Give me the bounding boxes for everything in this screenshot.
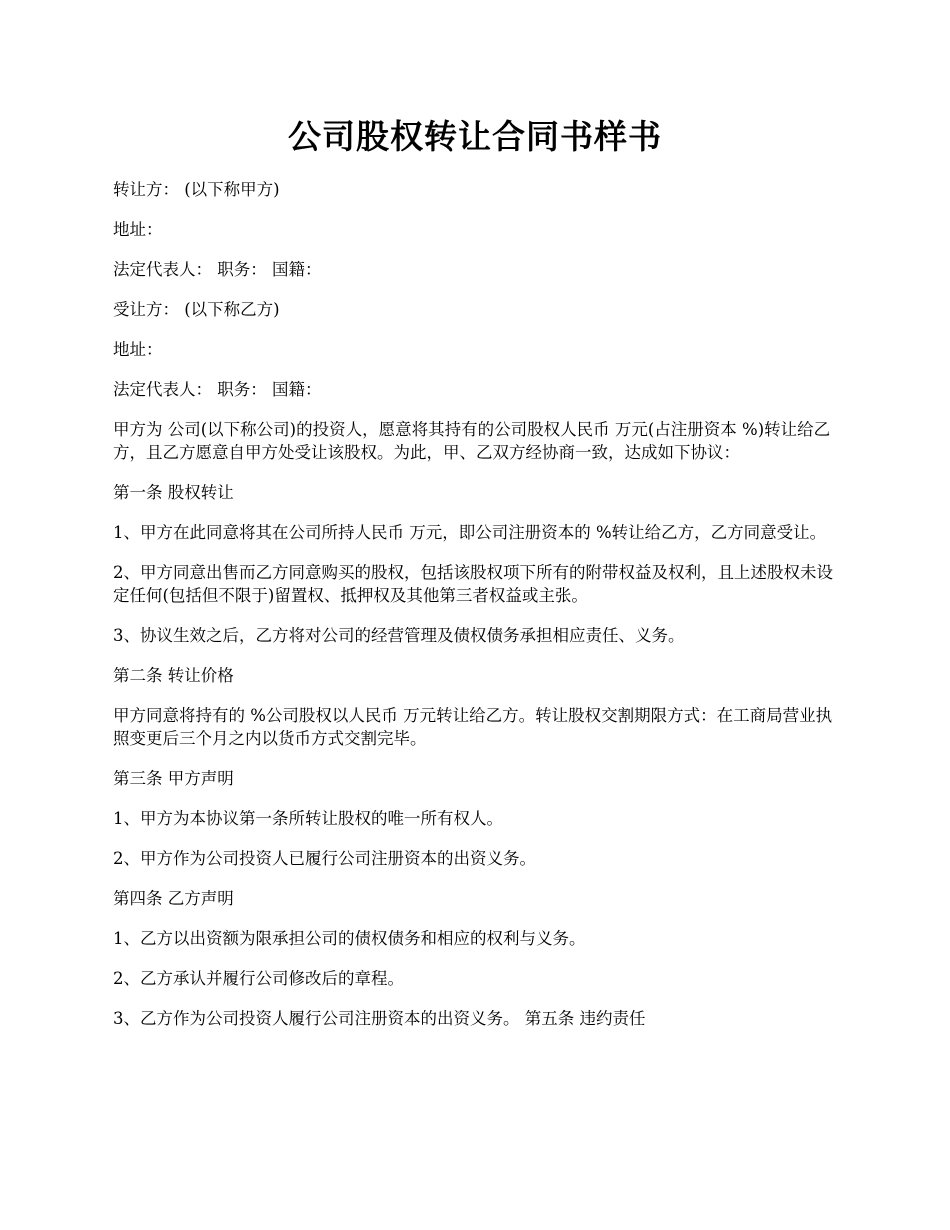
article-2-body: 甲方同意将持有的 %公司股权以人民币 万元转让给乙方。转让股权交割期限方式：在工商局营业执照变更后三个月之内以货币方式交割完毕。 xyxy=(113,706,833,748)
article-3-clause-1: 1、甲方为本协议第一条所转让股权的唯一所有权人。 xyxy=(113,809,503,828)
transferee-address: 地址： xyxy=(113,340,163,359)
article-3-clause-2: 2、甲方作为公司投资人已履行公司注册资本的出资义务。 xyxy=(113,849,536,868)
transferor-representative: 法定代表人： 职务： 国籍： xyxy=(113,260,322,279)
transferee-line: 受让方： (以下称乙方) xyxy=(113,300,280,319)
article-2-heading: 第二条 转让价格 xyxy=(113,666,234,685)
transferor-address: 地址： xyxy=(113,220,163,239)
article-4-clause-1: 1、乙方以出资额为限承担公司的债权债务和相应的权利与义务。 xyxy=(113,929,586,948)
article-1-clause-2: 2、甲方同意出售而乙方同意购买的股权，包括该股权项下所有的附带权益及权利，且上述股权未设定任何(包括但不限于)留置权、抵押权及其他第三者权益或主张。 xyxy=(113,563,833,605)
article-1-clause-3: 3、协议生效之后，乙方将对公司的经营管理及债权债务承担相应责任、义务。 xyxy=(113,626,685,645)
document-body xyxy=(113,178,835,1047)
article-3-heading: 第三条 甲方声明 xyxy=(113,769,234,788)
article-4-clause-3: 3、乙方作为公司投资人履行公司注册资本的出资义务。 第五条 违约责任 xyxy=(113,1009,646,1028)
transferor-line: 转让方： (以下称甲方) xyxy=(113,180,280,199)
transferee-representative: 法定代表人： 职务： 国籍： xyxy=(113,380,322,399)
document-title: 公司股权转让合同书样书 xyxy=(288,117,662,156)
article-1-heading: 第一条 股权转让 xyxy=(113,483,234,502)
article-1-clause-1: 1、甲方在此同意将其在公司所持人民币 万元，即公司注册资本的 %转让给乙方，乙方同意受让。 xyxy=(113,523,827,542)
article-4-clause-2: 2、乙方承认并履行公司修改后的章程。 xyxy=(113,969,404,988)
article-4-heading: 第四条 乙方声明 xyxy=(113,889,234,908)
preamble-paragraph: 甲方为 公司(以下称公司)的投资人，愿意将其持有的公司股权人民币 万元(占注册资本 %)转让给乙方，且乙方愿意自甲方处受让该股权。为此，甲、乙双方经协商一致，达成如下协议： xyxy=(113,420,831,462)
